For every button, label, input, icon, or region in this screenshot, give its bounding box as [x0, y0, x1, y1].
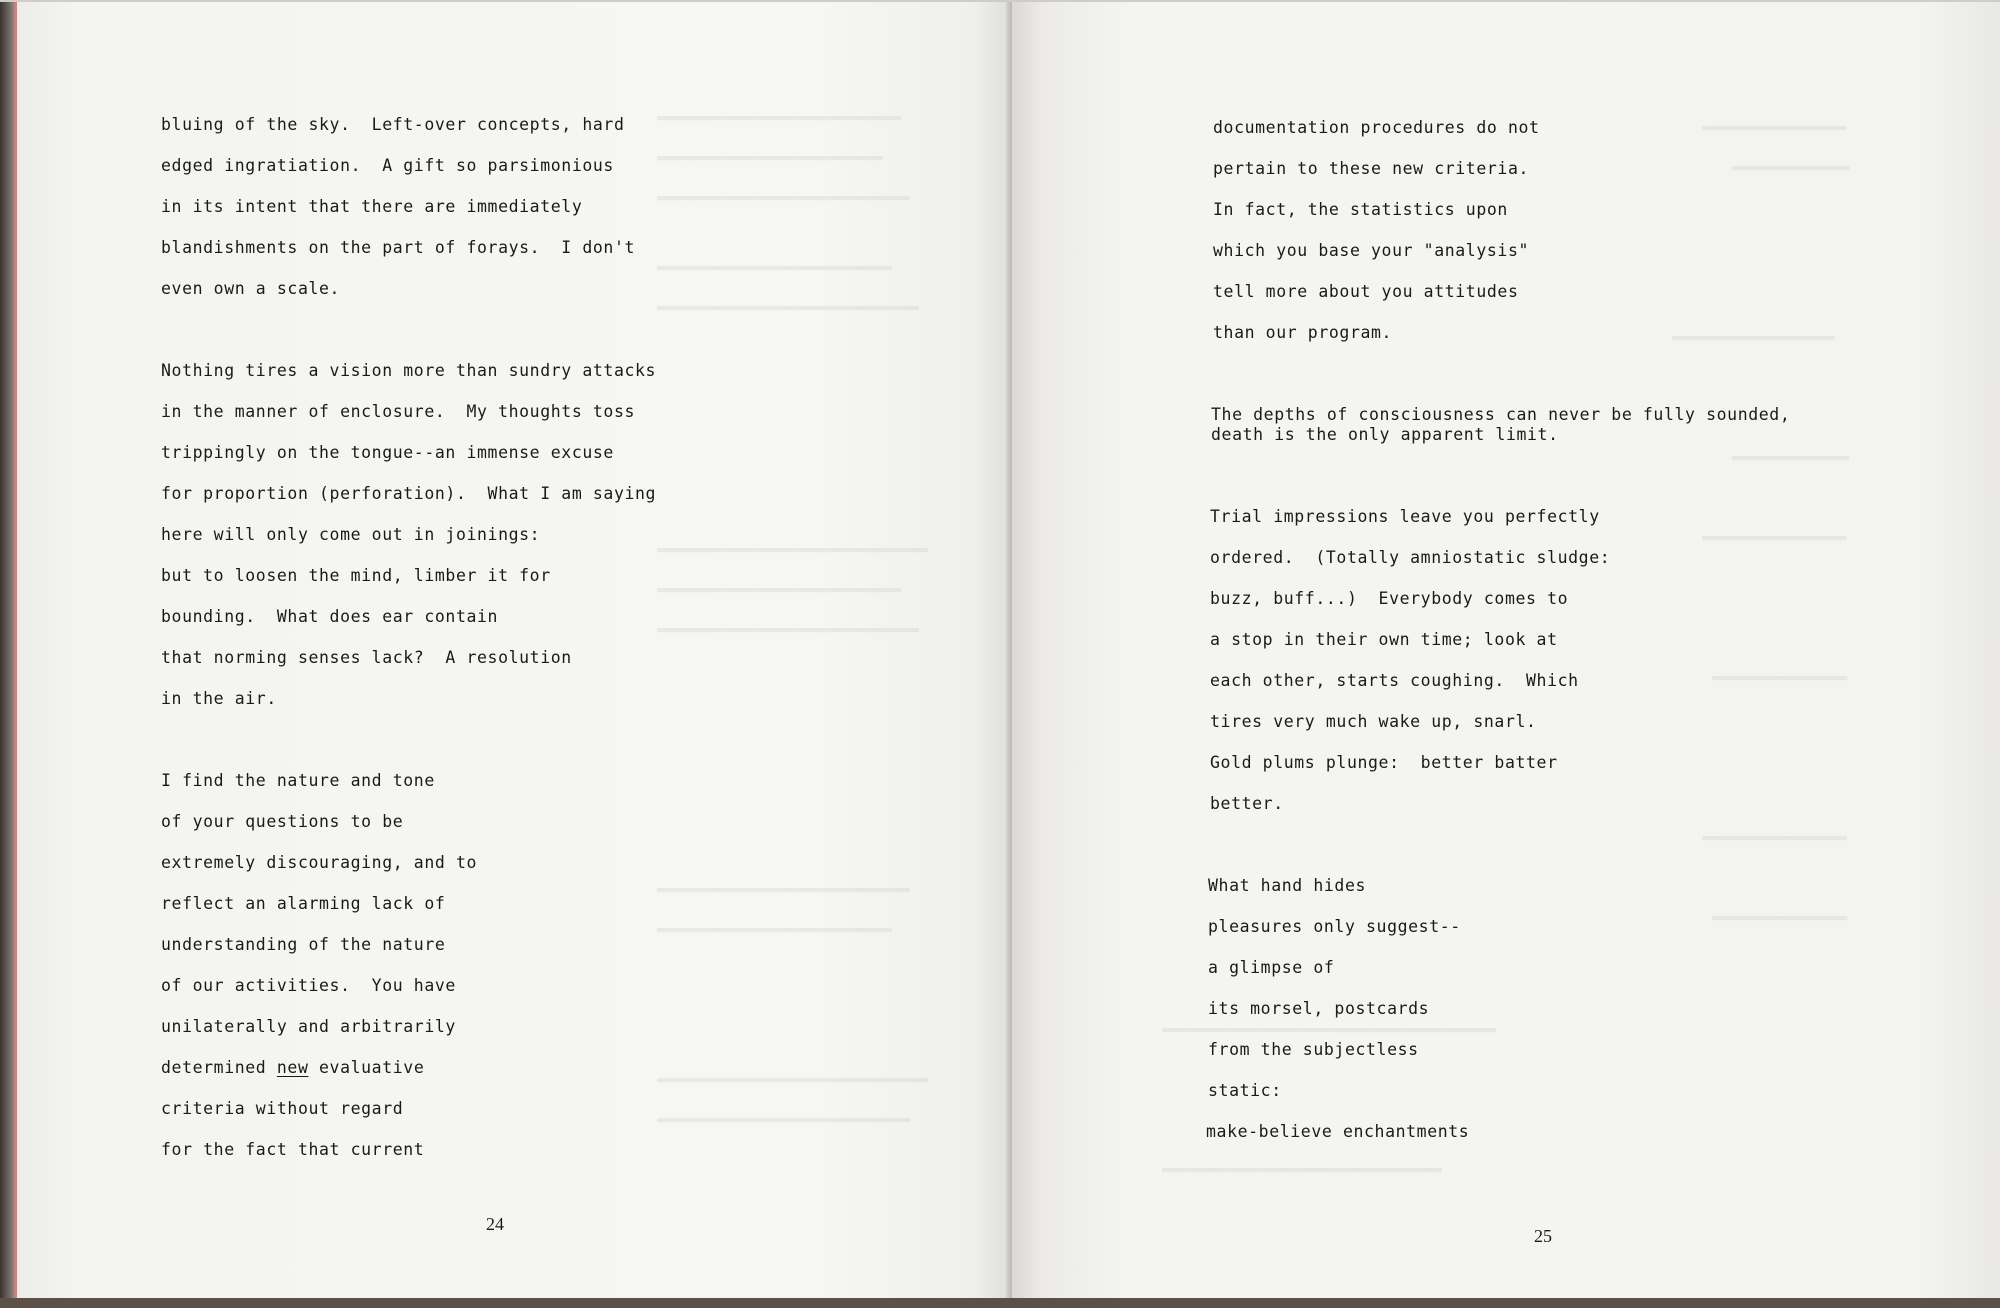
show-through-texture: ▬▬▬▬▬▬▬▬▬▬▬▬▬▬▬▬	[1702, 828, 1847, 846]
text-line: Trial impressions leave you perfectly	[1210, 507, 1600, 526]
text-line: edged ingratiation. A gift so parsimonious	[161, 156, 614, 175]
text-line: tell more about you attitudes	[1213, 282, 1519, 301]
text-line: make-believe enchantments	[1206, 1122, 1470, 1141]
show-through-texture: ▬▬▬▬▬▬▬▬▬▬▬▬▬▬▬▬▬▬▬▬▬▬▬▬▬▬▬	[657, 580, 901, 598]
show-through-texture: ▬▬▬▬▬▬▬▬▬▬▬▬▬▬▬▬▬▬▬▬▬▬▬▬▬▬	[657, 920, 892, 938]
text-line: bounding. What does ear contain	[161, 607, 499, 626]
show-through-texture: ▬▬▬▬▬▬▬▬▬▬▬▬▬	[1732, 448, 1850, 466]
underlined-word: new	[276, 1058, 309, 1077]
text-line: each other, starts coughing. Which	[1210, 671, 1579, 690]
text-line: from the subjectless	[1208, 1040, 1419, 1059]
text-line: than our program.	[1213, 323, 1393, 342]
text-line: that norming senses lack? A resolution	[161, 648, 572, 667]
show-through-texture: ▬▬▬▬▬▬▬▬▬▬▬▬▬▬▬▬▬▬▬▬▬▬▬▬▬▬▬	[657, 108, 901, 126]
book-edge-left	[0, 0, 14, 1308]
text-line: buzz, buff...) Everybody comes to	[1210, 589, 1569, 608]
text-line: unilaterally and arbitrarily	[161, 1017, 456, 1036]
text-line: What hand hides	[1208, 876, 1367, 895]
text-line: its morsel, postcards	[1208, 999, 1430, 1018]
text-line: of our activities. You have	[161, 976, 456, 995]
text-line: which you base your "analysis"	[1213, 241, 1530, 260]
text-line: in its intent that there are immediately	[161, 197, 583, 216]
text-line: a stop in their own time; look at	[1210, 630, 1558, 649]
text-line: for proportion (perforation). What I am saying	[161, 484, 657, 503]
page-number: 24	[486, 1214, 504, 1234]
show-through-texture: ▬▬▬▬▬▬▬▬▬▬▬▬▬▬▬▬▬▬▬▬▬▬▬▬▬▬▬▬▬▬	[657, 540, 928, 558]
text-line: The depths of consciousness can never be fully sounded,	[1211, 405, 1791, 424]
book-edge-top	[0, 0, 2000, 2]
text-line: static:	[1208, 1081, 1282, 1100]
text-line: extremely discouraging, and to	[161, 853, 478, 872]
text-line: in the air.	[161, 689, 277, 708]
page-number: 25	[1534, 1226, 1552, 1246]
text-line: pertain to these new criteria.	[1213, 159, 1530, 178]
text-line: bluing of the sky. Left-over concepts, hard	[161, 115, 625, 134]
show-through-texture: ▬▬▬▬▬▬▬▬▬▬▬▬▬▬▬▬▬▬	[1672, 328, 1835, 346]
show-through-texture: ▬▬▬▬▬▬▬▬▬▬▬▬▬▬▬▬▬▬▬▬▬▬▬▬▬▬▬▬▬▬▬▬▬▬▬▬▬	[1162, 1020, 1497, 1038]
text-line: better.	[1210, 794, 1284, 813]
show-through-texture: ▬▬▬▬▬▬▬▬▬▬▬▬▬▬▬▬	[1702, 118, 1847, 136]
text-line: Nothing tires a vision more than sundry attacks	[161, 361, 657, 380]
show-through-texture: ▬▬▬▬▬▬▬▬▬▬▬▬▬▬▬▬▬▬▬▬▬▬▬▬▬▬▬▬▬▬	[657, 1070, 928, 1088]
show-through-texture: ▬▬▬▬▬▬▬▬▬▬▬▬▬▬▬▬▬▬▬▬▬▬▬▬▬▬▬▬	[657, 188, 910, 206]
text-line: pleasures only suggest--	[1208, 917, 1461, 936]
show-through-texture: ▬▬▬▬▬▬▬▬▬▬▬▬▬▬▬▬▬▬▬▬▬▬▬▬▬▬▬▬▬▬▬	[1162, 1160, 1442, 1178]
text-line: reflect an alarming lack of	[161, 894, 446, 913]
text-line: but to loosen the mind, limber it for	[161, 566, 551, 585]
show-through-texture: ▬▬▬▬▬▬▬▬▬▬▬▬▬▬▬▬▬▬▬▬▬▬▬▬▬▬▬▬	[657, 880, 910, 898]
show-through-texture: ▬▬▬▬▬▬▬▬▬▬▬▬▬▬▬▬▬▬▬▬▬▬▬▬▬▬▬▬▬	[657, 298, 919, 316]
text-line: for the fact that current	[161, 1140, 425, 1159]
text-line: death is the only apparent limit.	[1211, 425, 1559, 444]
text-line: blandishments on the part of forays. I don't	[161, 238, 636, 257]
text-line: a glimpse of	[1208, 958, 1335, 977]
show-through-texture: ▬▬▬▬▬▬▬▬▬▬▬▬▬▬▬	[1712, 908, 1848, 926]
text-line: tires very much wake up, snarl.	[1210, 712, 1537, 731]
show-through-texture: ▬▬▬▬▬▬▬▬▬▬▬▬▬▬▬▬▬▬▬▬▬▬▬▬▬	[657, 148, 883, 166]
text-line: here will only come out in joinings:	[161, 525, 541, 544]
text-line: understanding of the nature	[161, 935, 446, 954]
text-line: criteria without regard	[161, 1099, 404, 1118]
page-right	[1012, 0, 2000, 1308]
text-line: in the manner of enclosure. My thoughts toss	[161, 402, 636, 421]
text-line: of your questions to be	[161, 812, 404, 831]
show-through-texture: ▬▬▬▬▬▬▬▬▬▬▬▬▬	[1732, 158, 1850, 176]
text-line: documentation procedures do not	[1213, 118, 1540, 137]
text-line: I find the nature and tone	[161, 771, 435, 790]
text-fragment: determined	[161, 1058, 277, 1077]
show-through-texture: ▬▬▬▬▬▬▬▬▬▬▬▬▬▬▬▬	[1702, 528, 1847, 546]
show-through-texture: ▬▬▬▬▬▬▬▬▬▬▬▬▬▬▬	[1712, 668, 1848, 686]
text-line: In fact, the statistics upon	[1213, 200, 1508, 219]
page-left	[14, 0, 1013, 1308]
book-edge-bottom	[0, 1298, 2000, 1308]
text-line: even own a scale.	[161, 279, 341, 298]
text-line: ordered. (Totally amniostatic sludge:	[1210, 548, 1611, 567]
text-line-determined	[161, 1058, 424, 1077]
show-through-texture: ▬▬▬▬▬▬▬▬▬▬▬▬▬▬▬▬▬▬▬▬▬▬▬▬▬▬▬▬	[657, 1110, 910, 1128]
text-line: Gold plums plunge: better batter	[1210, 753, 1558, 772]
show-through-texture: ▬▬▬▬▬▬▬▬▬▬▬▬▬▬▬▬▬▬▬▬▬▬▬▬▬▬▬▬▬	[657, 620, 919, 638]
show-through-texture: ▬▬▬▬▬▬▬▬▬▬▬▬▬▬▬▬▬▬▬▬▬▬▬▬▬▬	[657, 258, 892, 276]
text-fragment: evaluative	[308, 1058, 425, 1077]
text-line: trippingly on the tongue--an immense excuse	[161, 443, 614, 462]
